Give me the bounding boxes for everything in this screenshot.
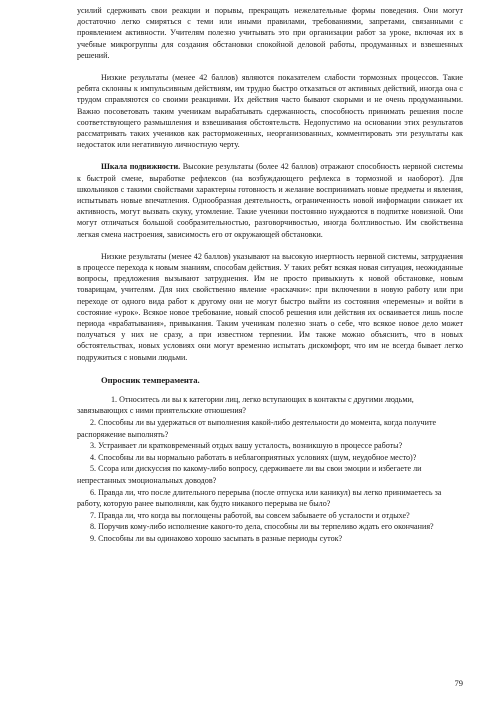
- paragraph-low-inhibition: Низкие результаты (менее 42 баллов) являются показателем слабости тормозных процессов. Такие ребята склонны к импульсивным действиям, им трудно быстро отказаться от активных действий, иногда она с трудом справляются со своими реакциями. Их действия часто бывают скорыми и не очень продуманными. Важно посоветовать таким ученикам вырабатывать сдержанность, способность принимать решения после соответствующего размышления и взвешивания обстоятельств. Недопустимо на основании этих результатов рассматривать таких учеников как расторможенных, неорганизованных, комментировать эти результаты как недостаток или негативную личностную черту.: [77, 73, 463, 150]
- question-item: 2. Способны ли вы удержаться от выполнения какой-либо деятельности до момента, когда получите распоряжение выполнять?: [77, 418, 437, 439]
- mobility-scale-label: Шкала подвижности.: [101, 162, 181, 172]
- question-list: [77, 394, 463, 545]
- paragraph-mobility-scale: [77, 161, 463, 239]
- paragraph-continuation: усилий сдерживать свои реакции и порывы, прекращать нежелательные формы поведения. Они могут достаточно легко смиряться с теми или иными правилами, требованиями, запретами, связанными с проявлением активности. Учителям полезно учитывать это при организации работ за уроке, включая их в учебные микрогруппы для создания обстановки спокойной деловой работы, продуманных и взвешенных решений.: [77, 6, 463, 60]
- question-item: 4. Способны ли вы нормально работать в неблагоприятных условиях (шум, неудобное место)?: [90, 452, 417, 462]
- question-item: 7. Правда ли, что когда вы поглощены работой, вы совсем забываете об усталости и отдыхе?: [90, 510, 410, 520]
- question-item: 8. Поручив кому-либо исполнение какого-то дела, способны ли вы терпеливо ждать его окончания?: [90, 522, 434, 532]
- question-item: 6. Правда ли, что после длительного перерыва (после отпуска или каникул) вы легко принимаетесь за работу, которую ранее выполняли, как будто никакого перерыва не было?: [77, 487, 442, 509]
- page-number: 79: [454, 678, 463, 688]
- question-item: 1. Относитесь ли вы к категории лиц, легко вступающих в контакты с другими людьми, завязывающих с ними приятельские отношения?: [77, 394, 414, 416]
- question-item: 3. Устраивает ли кратковременный отдых вашу усталость, возникшую в процессе работы?: [90, 441, 403, 451]
- mobility-scale-text: Высокие результаты (более 42 баллов) отражают способность нервной системы к быстрой смене, выработке рефлексов (на возбуждающего рефлекса в тормозной и наоборот). Для школьников с такими свойствами характерны готовность и желание воспринимать новые предметы и явления, испытывать новые впечатления. Однообразная деятельность, ограниченность новой информации снижает их активность, могут вызвать скуку, утомление. Такие ученики постоянно нуждаются в подпитке новизной. Они могут отличаться большой сообразительностью, разговорчивостью, иногда болтливостью. Им свойственна легкая смена настроения, зависимость его от окружающей обстановки.: [77, 162, 463, 239]
- question-item: 9. Способны ли вы одинаково хорошо засыпать в разные периоды суток?: [90, 534, 343, 544]
- question-item: 5. Ссора или дискуссия по какому-либо вопросу, сдерживаете ли вы свои эмоции и избегаете ли непрестанных эмоциональных доводов?: [77, 464, 422, 486]
- section-heading: Опросник темперамента.: [101, 374, 200, 385]
- paragraph-low-mobility: Низкие результаты (менее 42 баллов) указывают на высокую инертность нервной системы, затруднения в процессе перехода к новым знаниям, способам действия. У таких ребят всякая новая ситуация, неожиданные вопросы, предложения вызывают затруднения. Им не просто привыкнуть к новой обстановке, новым товарищам, учителям. Для них свойственно явление «раскачки»: при включении в новую работу или при переходе от одного вида работ к другому они не могут быстро выйти из состояния «перемены» и войти в состояние «урок». Всякое новое требование, новый способ решения или действия их осваивается лишь после периода «врабатывания», привыкания. Таким ученикам полезно знать о себе, что всякое новое дело может получаться у них не сразу, а при известном терпении. Им также можно объяснить, что в новых обстоятельствах, новых условиях они могут временно испытать дискомфорт, что им не всегда бывает легко подружиться с новыми людьми.: [77, 251, 463, 362]
